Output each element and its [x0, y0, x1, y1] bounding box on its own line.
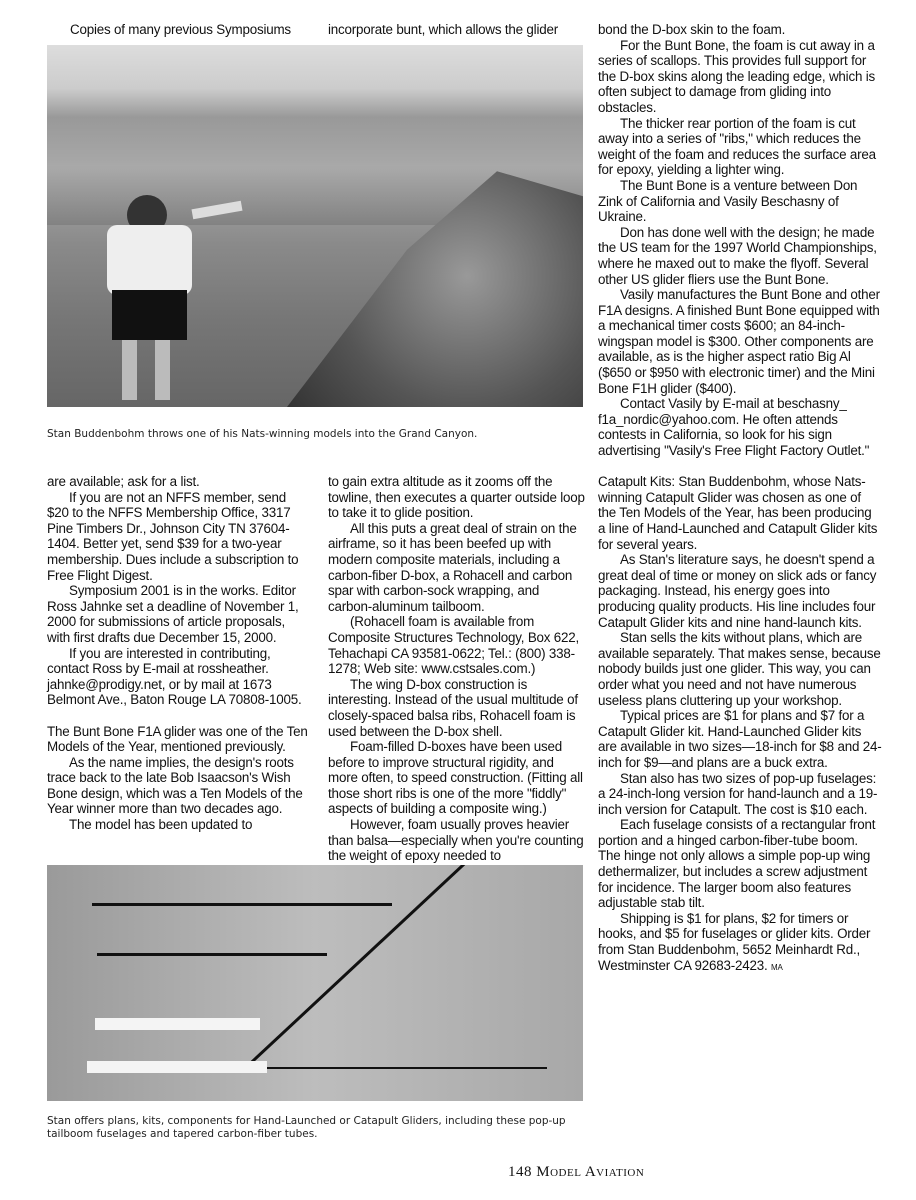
- paragraph: are available; ask for a list.: [47, 474, 200, 489]
- page-number: 148: [508, 1164, 532, 1180]
- paragraph: The wing D-box construction is interesting. Instead of the usual multitude of closely-spaced balsa ribs, Rohacell foam is used between the D-box shell.: [328, 676, 578, 739]
- paragraph: The model has been updated to: [69, 817, 253, 833]
- paragraph: The Bunt Bone is a venture between Don Zink of California and Vasily Beschasny of Ukraine.: [598, 177, 858, 225]
- paragraph: Contact Vasily by E-mail at beschasny_ f1a_nordic@yahoo.com. He often attends contests in California, so look for his sign advertising "Vasily's Free Flight Factory Outlet.": [598, 396, 870, 459]
- grand-canyon-photo: [47, 45, 583, 407]
- paragraph: bond the D-box skin to the foam.: [598, 22, 786, 37]
- paragraph: Don has done well with the design; he made the US team for the 1997 World Championships, where he maxed out to make the flyoff. Several other US glider fliers use the Bunt Bone.: [598, 224, 877, 287]
- paragraph: The thicker rear portion of the foam is cut away into a series of "ribs," which reduces the weight of the foam and reduces the surface area for epoxy, yielding a lighter wing.: [598, 115, 876, 178]
- paragraph: For the Bunt Bone, the foam is cut away in a series of scallops. This provides full support for the D-box skins along the leading edge, which is often subject to damage from gliding into obstacles.: [598, 37, 875, 115]
- column-1: [47, 474, 309, 833]
- paragraph: If you are interested in contributing, contact Ross by E-mail at rossheather. jahnke@prodigy.net, or by mail at 1673 Belmont Ave., Baton Rouge LA 70808-1005.: [47, 645, 302, 708]
- photo2-caption: Stan offers plans, kits, components for Hand-Launched or Catapult Gliders, including these pop-up tailboom fuselages and tapered carbon-fiber tubes.: [47, 1115, 566, 1140]
- paragraph: Typical prices are $1 for plans and $7 for a Catapult Glider kit. Hand-Launched Glider kits are available in two sizes—18-inch for $8 and 24-inch for $9—and plans are a buck extra.: [598, 708, 882, 770]
- paragraph: Catapult Kits: Stan Buddenbohm, whose Nats-winning Catapult Glider was chosen as one of the Ten Models of the Year, has been producing a line of Hand-Launched and Catapult Glider kits for several years.: [598, 474, 878, 552]
- paragraph: Stan sells the kits without plans, which are available separately. That makes sense, because nobody builds just one glider. This way, you can order what you need and not have numerous useless plans cluttering up your workshop.: [598, 630, 881, 708]
- column-3: [598, 22, 882, 975]
- paragraph: If you are not an NFFS member, send $20 to the NFFS Membership Office, 3317 Pine Timbers Dr., Johnson City TN 37604-1404. Better yet, send $39 for a two-year membership. Dues include a subscription to Free Flight Digest.: [47, 489, 299, 583]
- paragraph: Symposium 2001 is in the works. Editor Ross Jahnke set a deadline of November 1, 2000 for submissions of article proposals, with first drafts due December 15, 2000.: [47, 583, 299, 645]
- paragraph: to gain extra altitude as it zooms off the towline, then executes a quarter outside loop to take it to glide position.: [328, 474, 585, 521]
- paragraph-text: Shipping is $1 for plans, $2 for timers or hooks, and $5 for fuselages or glider kits. Order from Stan Buddenbohm, 5652 Meinhardt Rd., Westminster CA 92683-2423.: [598, 910, 871, 973]
- glider-parts-photo: [47, 865, 583, 1101]
- magazine-name: Model Aviation: [536, 1164, 645, 1180]
- paragraph: All this puts a great deal of strain on the airframe, so it has been beefed up with modern composite materials, including a carbon-fiber D-box, a Rohacell and carbon spar with carbon-sock wrapping, and carbon-aluminum tailboom.: [328, 520, 577, 614]
- paragraph: Stan also has two sizes of pop-up fuselages: a 24-inch-long version for hand-launch and a 19-inch version for Catapult. The cost is $10 each.: [598, 770, 878, 817]
- paragraph: [598, 911, 882, 975]
- paragraph: Each fuselage consists of a rectangular front portion and a hinged carbon-fiber-tube boom. The hinge not only allows a simple pop-up wing dethermalizer, but includes a screw adjustment for incidence. The larger boom also features adjustable stab tilt.: [598, 817, 876, 911]
- page-footer: [508, 1164, 644, 1181]
- photo1-caption: Stan Buddenbohm throws one of his Nats-winning models into the Grand Canyon.: [47, 428, 478, 440]
- end-mark: MA: [771, 962, 783, 972]
- paragraph: Foam-filled D-boxes have been used before to improve structural rigidity, and more often, to speed construction. (Fitting all those short ribs is one of the more "fiddly" aspects of building a composite wing.): [328, 739, 583, 817]
- top-line-col1: Copies of many previous Symposiums: [70, 22, 291, 37]
- top-line-col2: incorporate bunt, which allows the glider: [328, 22, 558, 37]
- paragraph: However, foam usually proves heavier than balsa—especially when you're counting the weight of epoxy needed to: [328, 817, 584, 864]
- paragraph: As the name implies, the design's roots trace back to the late Bob Isaacson's Wish Bone design, which was a Ten Models of the Year winner more than two decades ago.: [47, 754, 303, 817]
- paragraph: Vasily manufactures the Bunt Bone and other F1A designs. A finished Bunt Bone equipped with a mechanical timer costs $600; an 84-inch-wingspan model is $300. Other components are available, as is the higher aspect ratio Big Al ($650 or $950 with electronic timer) and the Mini Bone F1H glider ($400).: [598, 287, 880, 396]
- paragraph: As Stan's literature says, he doesn't spend a great deal of time or money on slick ads or fancy packaging. Instead, his energy goes into producing quality products. His line includes four Catapult Glider kits and nine hand-launch kits.: [598, 552, 877, 630]
- paragraph: (Rohacell foam is available from Composite Structures Technology, Box 622, Tehachapi CA 93581-0622; Tel.: (800) 338-1278; Web site: www.cstsales.com.): [328, 614, 580, 677]
- paragraph: The Bunt Bone F1A glider was one of the Ten Models of the Year, mentioned previously.: [47, 723, 308, 755]
- column-2: [328, 474, 586, 864]
